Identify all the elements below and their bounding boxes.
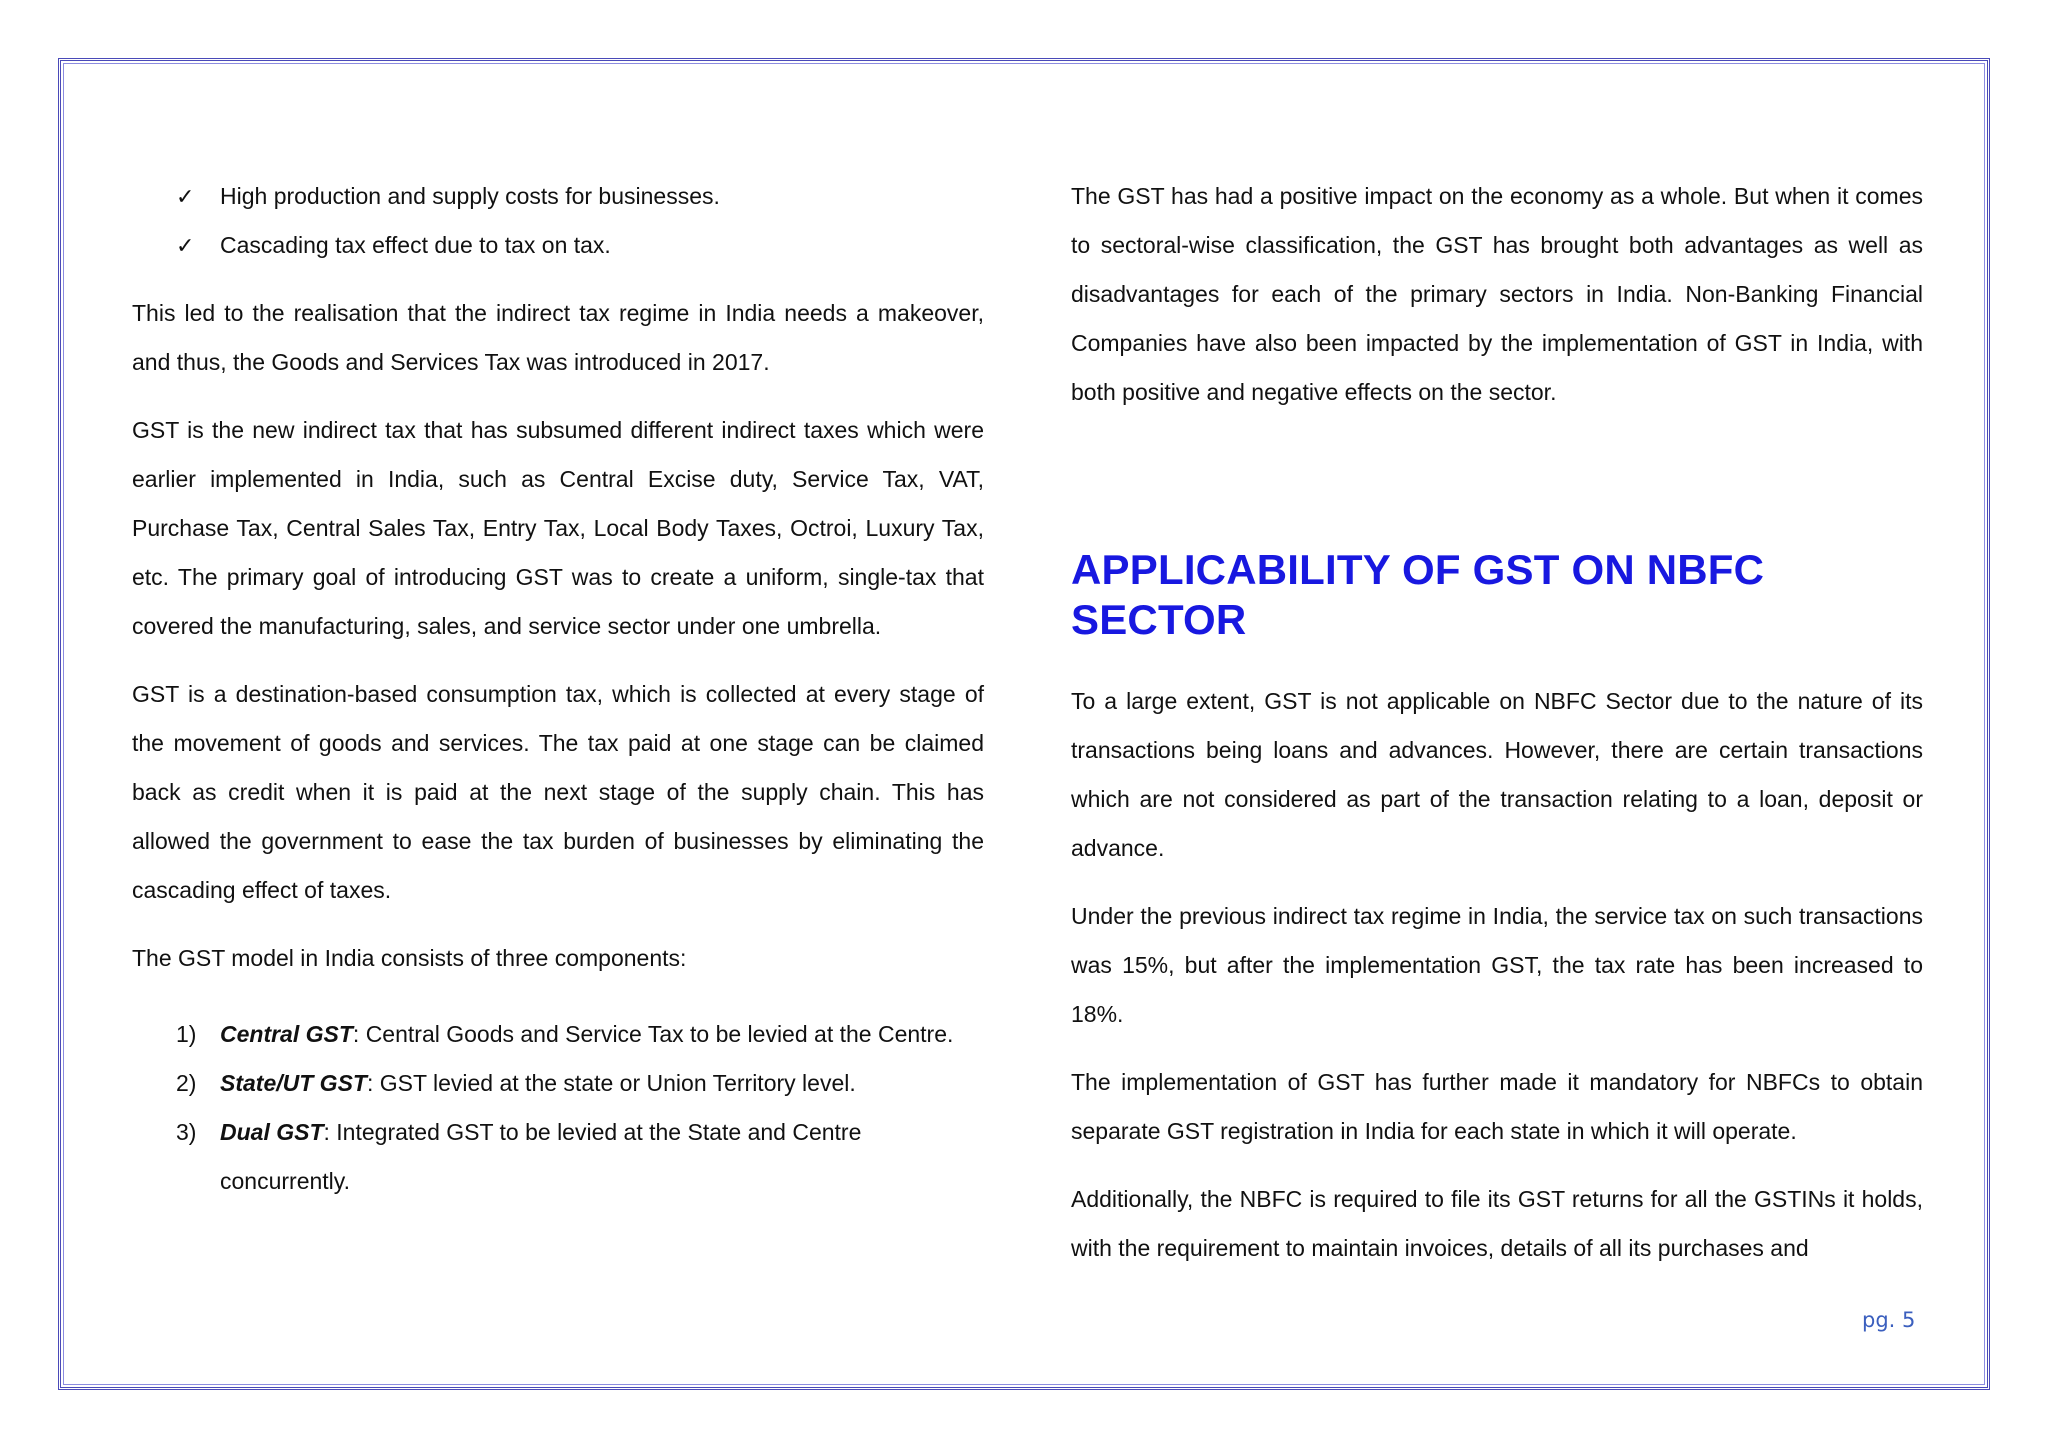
component-term: State/UT GST: [220, 1070, 367, 1096]
paragraph: GST is a destination-based consumption tax, which is collected at every stage of the movement of goods and services. The tax paid at one stage can be claimed back as credit when it is paid at the next stage of the supply chain. This has allowed the government to ease the tax burden of businesses by eliminating the cascading effect of taxes.: [132, 681, 984, 903]
list-item: [132, 1108, 984, 1206]
bullet-text: High production and supply costs for businesses.: [220, 183, 720, 209]
checkmark-icon: ✓: [176, 184, 195, 209]
checklist: [132, 172, 984, 270]
paragraph: To a large extent, GST is not applicable on NBFC Sector due to the nature of its transactions being loans and advances. However, there are certain transactions which are not considered as part of the transaction relating to a loan, deposit or advance.: [1071, 688, 1923, 861]
component-description: : GST levied at the state or Union Territory level.: [366, 1070, 856, 1096]
paragraph: The GST model in India consists of three components:: [132, 945, 687, 971]
list-number: 1): [176, 1021, 197, 1047]
checkmark-icon: ✓: [176, 233, 195, 258]
right-column: [1071, 172, 1923, 1292]
paragraph: GST is the new indirect tax that has subsumed different indirect taxes which were earlier implemented in India, such as Central Excise duty, Service Tax, VAT, Purchase Tax, Central Sales Tax, Entry Tax, Local Body Taxes, Octroi, Luxury Tax, etc. The primary goal of introducing GST was to create a uniform, single-tax that covered the manufacturing, sales, and service sector under one umbrella.: [132, 417, 984, 639]
list-number: 2): [176, 1070, 197, 1096]
paragraph: Under the previous indirect tax regime in India, the service tax on such transactions was 15%, but after the implementation GST, the tax rate has been increased to 18%.: [1071, 903, 1923, 1027]
bullet-text: Cascading tax effect due to tax on tax.: [220, 232, 611, 258]
paragraph: This led to the realisation that the indirect tax regime in India needs a makeover, and thus, the Goods and Services Tax was introduced in 2017.: [132, 300, 984, 375]
component-description: : Central Goods and Service Tax to be levied at the Centre.: [352, 1021, 954, 1047]
numbered-list: [132, 1010, 984, 1206]
list-item: [132, 172, 984, 221]
list-number: 3): [176, 1119, 197, 1145]
paragraph: The implementation of GST has further made it mandatory for NBFCs to obtain separate GST registration in India for each state in which it will operate.: [1071, 1069, 1923, 1144]
page-number: pg. 5: [1862, 1308, 1916, 1332]
component-term: Central GST: [220, 1021, 353, 1047]
component-term: Dual GST: [220, 1119, 324, 1145]
list-item: [132, 1059, 984, 1108]
section-heading: APPLICABILITY OF GST ON NBFC SECTOR: [1071, 546, 1765, 643]
list-item: [132, 221, 984, 270]
left-column: [132, 172, 984, 1206]
component-description: : Integrated GST to be levied at the State and Centre concurrently.: [220, 1119, 862, 1194]
paragraph: The GST has had a positive impact on the economy as a whole. But when it comes to sectoral-wise classification, the GST has brought both advantages as well as disadvantages for each of the primary sectors in India. Non-Banking Financial Companies have also been impacted by the implementation of GST in India, with both positive and negative effects on the sector.: [1071, 183, 1923, 405]
list-item: [132, 1010, 984, 1059]
paragraph: Additionally, the NBFC is required to file its GST returns for all the GSTINs it holds, with the requirement to maintain invoices, details of all its purchases and: [1071, 1186, 1923, 1261]
